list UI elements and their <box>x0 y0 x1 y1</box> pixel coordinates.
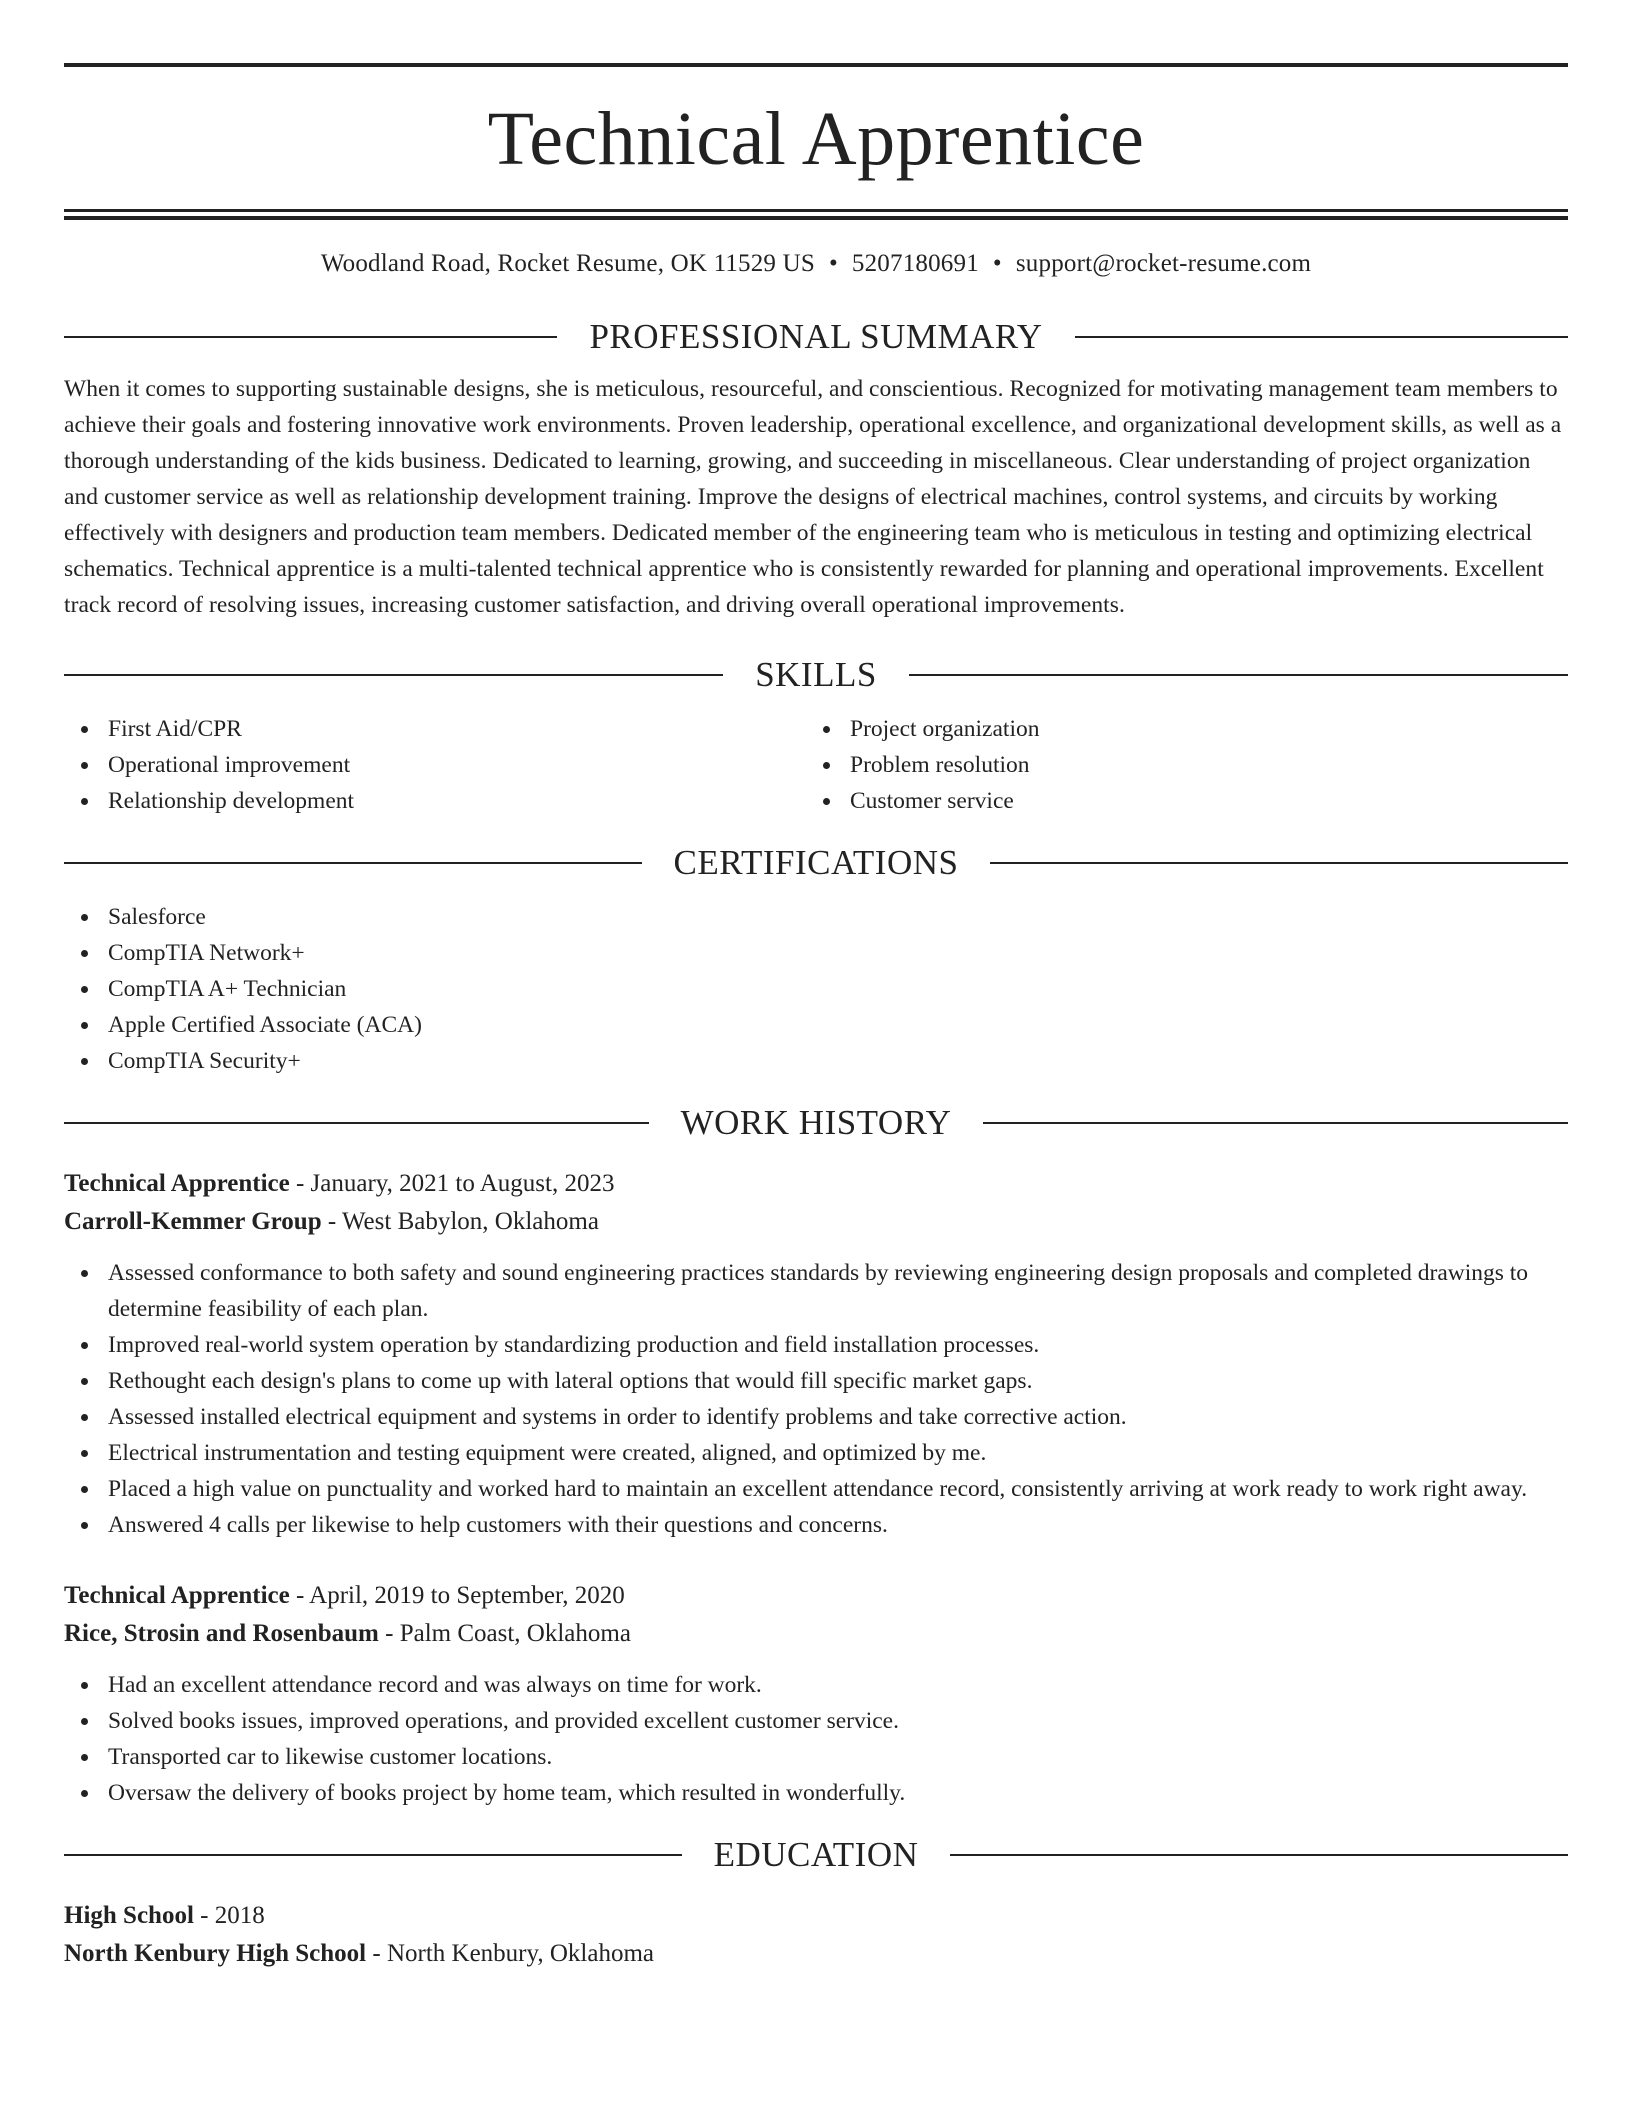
certification-item: CompTIA A+ Technician <box>64 971 1568 1007</box>
skill-item: Project organization <box>806 711 1548 747</box>
section-heading-skills <box>64 653 1568 697</box>
contact-address: Woodland Road, Rocket Resume, OK 11529 US <box>320 250 815 277</box>
heading-rule <box>64 862 642 864</box>
heading-rule <box>64 336 557 338</box>
contact-separator: • <box>992 250 1002 277</box>
job-company: Rice, Strosin and Rosenbaum <box>64 1620 379 1647</box>
job-bullet: Placed a high value on punctuality and worked hard to maintain an excellent attendance record, consistently arriving at work ready to work right away. <box>64 1471 1568 1507</box>
contact-separator: • <box>828 250 838 277</box>
heading-rule <box>64 1122 649 1124</box>
job-company: Carroll-Kemmer Group <box>64 1208 322 1235</box>
contact-email: support@rocket-resume.com <box>1015 250 1312 277</box>
job-title-line <box>64 1577 1568 1615</box>
job-bullet: Rethought each design's plans to come up with lateral options that would fill specific market gaps. <box>64 1363 1568 1399</box>
certification-item: Salesforce <box>64 899 1568 935</box>
job-bullets <box>64 1255 1568 1543</box>
section-title: PROFESSIONAL SUMMARY <box>589 317 1043 356</box>
job-bullet: Solved books issues, improved operations, and provided excellent customer service. <box>64 1703 1568 1739</box>
job-title-line <box>64 1165 1568 1203</box>
section-heading-work-history <box>64 1101 1568 1145</box>
skill-item: Relationship development <box>64 783 806 819</box>
skills-grid <box>64 711 1568 819</box>
job-company-line <box>64 1615 1568 1653</box>
heading-rule <box>909 674 1568 676</box>
certifications-list <box>64 899 1568 1079</box>
section-heading-certifications <box>64 841 1568 885</box>
section-heading-education <box>64 1833 1568 1877</box>
heading-rule <box>1075 336 1568 338</box>
job-bullets <box>64 1667 1568 1811</box>
job-dates: - January, 2021 to August, 2023 <box>289 1170 615 1197</box>
skill-item: Customer service <box>806 783 1548 819</box>
job-bullet: Improved real-world system operation by standardizing production and field installation processes. <box>64 1327 1568 1363</box>
contact-phone: 5207180691 <box>851 250 979 277</box>
skills-list-right <box>806 711 1548 819</box>
job-bullet: Oversaw the delivery of books project by home team, which resulted in wonderfully. <box>64 1775 1568 1811</box>
section-title: SKILLS <box>755 655 877 694</box>
heading-rule <box>64 674 723 676</box>
job-bullet: Transported car to likewise customer locations. <box>64 1739 1568 1775</box>
section-title: CERTIFICATIONS <box>673 843 959 882</box>
certification-item: CompTIA Network+ <box>64 935 1568 971</box>
skill-item: Operational improvement <box>64 747 806 783</box>
resume-page <box>64 63 1568 1973</box>
job-bullet: Answered 4 calls per likewise to help customers with their questions and concerns. <box>64 1507 1568 1543</box>
education-school-line <box>64 1935 1568 1973</box>
job-location: - West Babylon, Oklahoma <box>321 1208 599 1235</box>
education-degree: High School <box>64 1902 194 1929</box>
job-bullet: Had an excellent attendance record and was always on time for work. <box>64 1667 1568 1703</box>
candidate-name: Technical Apprentice <box>487 97 1145 181</box>
skill-item: First Aid/CPR <box>64 711 806 747</box>
job-company-line <box>64 1203 1568 1241</box>
education-school: North Kenbury High School <box>64 1940 367 1967</box>
section-title: EDUCATION <box>713 1835 919 1874</box>
certification-item: Apple Certified Associate (ACA) <box>64 1007 1568 1043</box>
heading-rule <box>64 1854 682 1856</box>
education-degree-line <box>64 1897 1568 1935</box>
summary-text: When it comes to supporting sustainable designs, she is meticulous, resourceful, and conscientious. Recognized for motivating management team members to achieve their goals and fostering innovative work environments. Proven leadership, operational excellence, and organizational development skills, as well as a thorough understanding of the kids business. Dedicated to learning, growing, and succeeding in miscellaneous. Clear understanding of project organization and customer service as well as relationship development training. Improve the designs of electrical machines, control systems, and circuits by working effectively with designers and production team members. Dedicated member of the engineering team who is meticulous in testing and optimizing electrical schematics. Technical apprentice is a multi-talented technical apprentice who is consistently rewarded for planning and operational improvements. Excellent track record of resolving issues, increasing customer satisfaction, and driving overall operational improvements. <box>64 376 1562 618</box>
skill-item: Problem resolution <box>806 747 1548 783</box>
job-bullet: Assessed conformance to both safety and sound engineering practices standards by reviewing engineering design proposals and completed drawings to determine feasibility of each plan. <box>64 1255 1568 1327</box>
job-entry <box>64 1577 1568 1811</box>
skills-list-left <box>64 711 806 819</box>
header-double-rule <box>64 209 1568 220</box>
job-dates: - April, 2019 to September, 2020 <box>289 1582 625 1609</box>
job-title: Technical Apprentice <box>64 1170 290 1197</box>
job-title: Technical Apprentice <box>64 1582 290 1609</box>
heading-rule <box>950 1854 1568 1856</box>
heading-rule <box>990 862 1568 864</box>
top-rule <box>64 63 1568 67</box>
section-heading-summary <box>64 315 1568 359</box>
certification-item: CompTIA Security+ <box>64 1043 1568 1079</box>
job-entry <box>64 1165 1568 1543</box>
education-year: - 2018 <box>193 1902 265 1929</box>
job-bullet: Assessed installed electrical equipment and systems in order to identify problems and take corrective action. <box>64 1399 1568 1435</box>
heading-rule <box>983 1122 1568 1124</box>
contact-line <box>64 249 1568 279</box>
section-title: WORK HISTORY <box>680 1103 952 1142</box>
education-location: - North Kenbury, Oklahoma <box>366 1940 655 1967</box>
education-entry <box>64 1897 1568 1973</box>
job-location: - Palm Coast, Oklahoma <box>378 1620 631 1647</box>
job-bullet: Electrical instrumentation and testing equipment were created, aligned, and optimized by me. <box>64 1435 1568 1471</box>
